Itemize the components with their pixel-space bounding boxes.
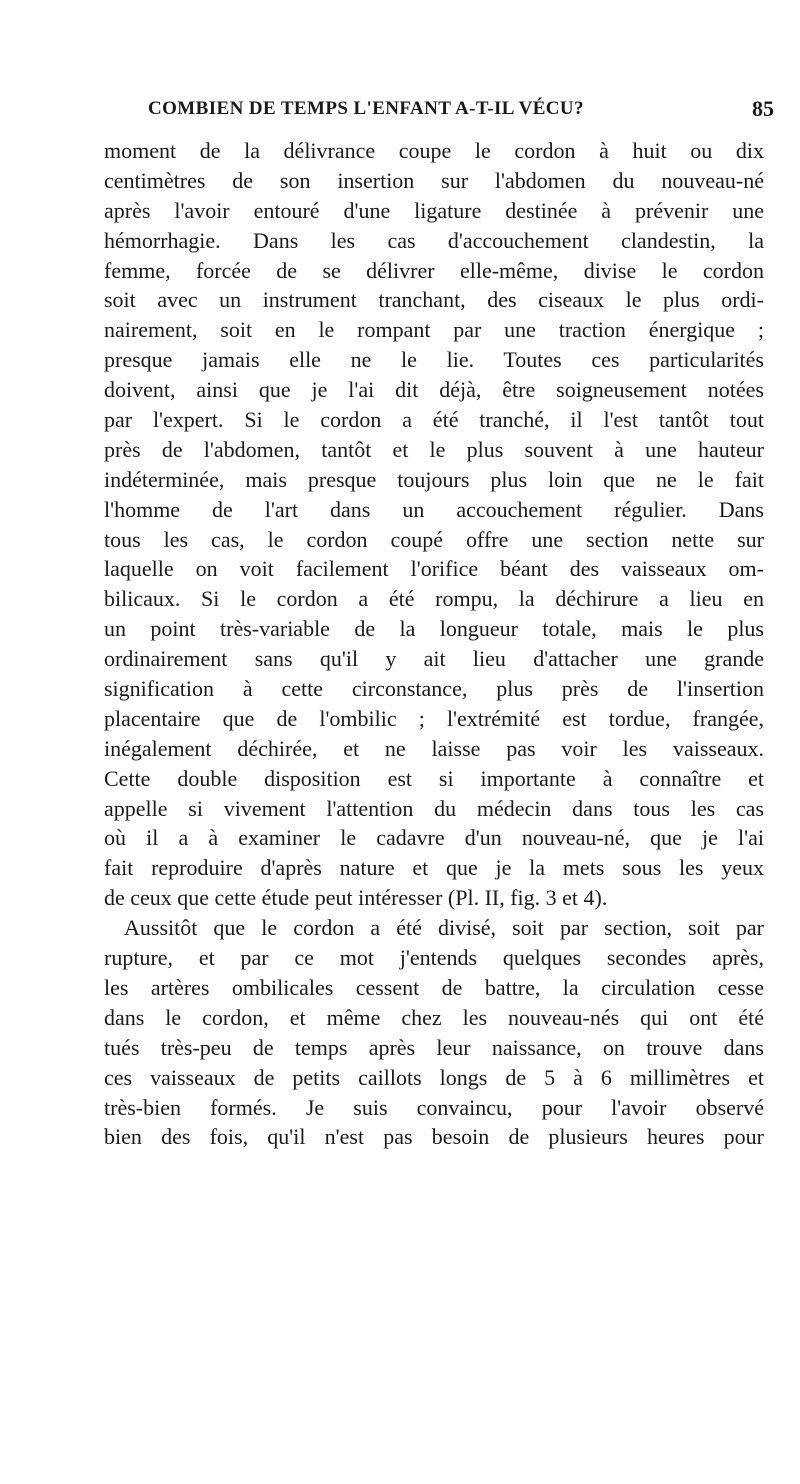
- text-line: hémorrhagie. Dans les cas d'accouchement clandestin, la: [104, 227, 764, 253]
- text-line: nairement, soit en le rompant par une traction énergique ;: [104, 317, 764, 343]
- text-line: après l'avoir entouré d'une ligature destinée à prévenir une: [104, 197, 764, 223]
- text-line: Aussitôt que le cordon a été divisé, soit par section, soit par: [124, 915, 764, 941]
- text-line: de ceux que cette étude peut intéresser (Pl. II, fig. 3 et 4).: [104, 885, 608, 911]
- text-line: bien des fois, qu'il n'est pas besoin de plusieurs heures pour: [104, 1124, 764, 1150]
- text-line: où il a à examiner le cadavre d'un nouveau-né, que je l'ai: [104, 825, 764, 851]
- page-number: 85: [752, 96, 774, 121]
- text-line: près de l'abdomen, tantôt et le plus souvent à une hauteur: [104, 436, 764, 462]
- text-line: les artères ombilicales cessent de battre, la circulation cesse: [104, 974, 764, 1000]
- text-line: l'homme de l'art dans un accouchement régulier. Dans: [104, 496, 764, 522]
- text-line: tous les cas, le cordon coupé offre une section nette sur: [104, 526, 764, 552]
- text-line: placentaire que de l'ombilic ; l'extrémité est tordue, frangée,: [104, 705, 764, 731]
- text-line: fait reproduire d'après nature et que je la mets sous les yeux: [104, 855, 764, 881]
- text-line: doivent, ainsi que je l'ai dit déjà, être soigneusement notées: [104, 377, 764, 403]
- text-line: tués très-peu de temps après leur naissance, on trouve dans: [104, 1034, 764, 1060]
- text-line: presque jamais elle ne le lie. Toutes ces particularités: [104, 347, 764, 373]
- text-line: par l'expert. Si le cordon a été tranché, il l'est tantôt tout: [104, 407, 764, 433]
- text-line: Cette double disposition est si importante à connaître et: [104, 765, 764, 791]
- text-line: laquelle on voit facilement l'orifice béant des vaisseaux om-: [104, 556, 764, 582]
- text-line: un point très-variable de la longueur totale, mais le plus: [104, 616, 764, 642]
- text-line: dans le cordon, et même chez les nouveau-nés qui ont été: [104, 1004, 764, 1030]
- text-line: inégalement déchirée, et ne laisse pas voir les vaisseaux.: [104, 735, 764, 761]
- text-line: indéterminée, mais presque toujours plus loin que ne le fait: [104, 466, 764, 492]
- text-line: bilicaux. Si le cordon a été rompu, la déchirure a lieu en: [104, 586, 764, 612]
- running-title: COMBIEN DE TEMPS L'ENFANT A-T-IL VÉCU?: [148, 98, 584, 119]
- text-line: centimètres de son insertion sur l'abdomen du nouveau-né: [104, 167, 764, 193]
- text-line: ces vaisseaux de petits caillots longs de 5 à 6 millimètres et: [104, 1064, 764, 1090]
- running-head: [148, 98, 790, 126]
- text-line: appelle si vivement l'attention du médecin dans tous les cas: [104, 795, 764, 821]
- text-line: très-bien formés. Je suis convaincu, pour l'avoir observé: [104, 1094, 764, 1120]
- text-line: femme, forcée de se délivrer elle-même, divise le cordon: [104, 257, 764, 283]
- text-line: rupture, et par ce mot j'entends quelques secondes après,: [104, 945, 764, 971]
- text-line: ordinairement sans qu'il y ait lieu d'attacher une grande: [104, 646, 764, 672]
- text-line: moment de la délivrance coupe le cordon à huit ou dix: [104, 138, 764, 163]
- text-line: signification à cette circonstance, plus près de l'insertion: [104, 676, 764, 702]
- body-text: [104, 136, 800, 1152]
- text-line: soit avec un instrument tranchant, des ciseaux le plus ordi-: [104, 287, 764, 313]
